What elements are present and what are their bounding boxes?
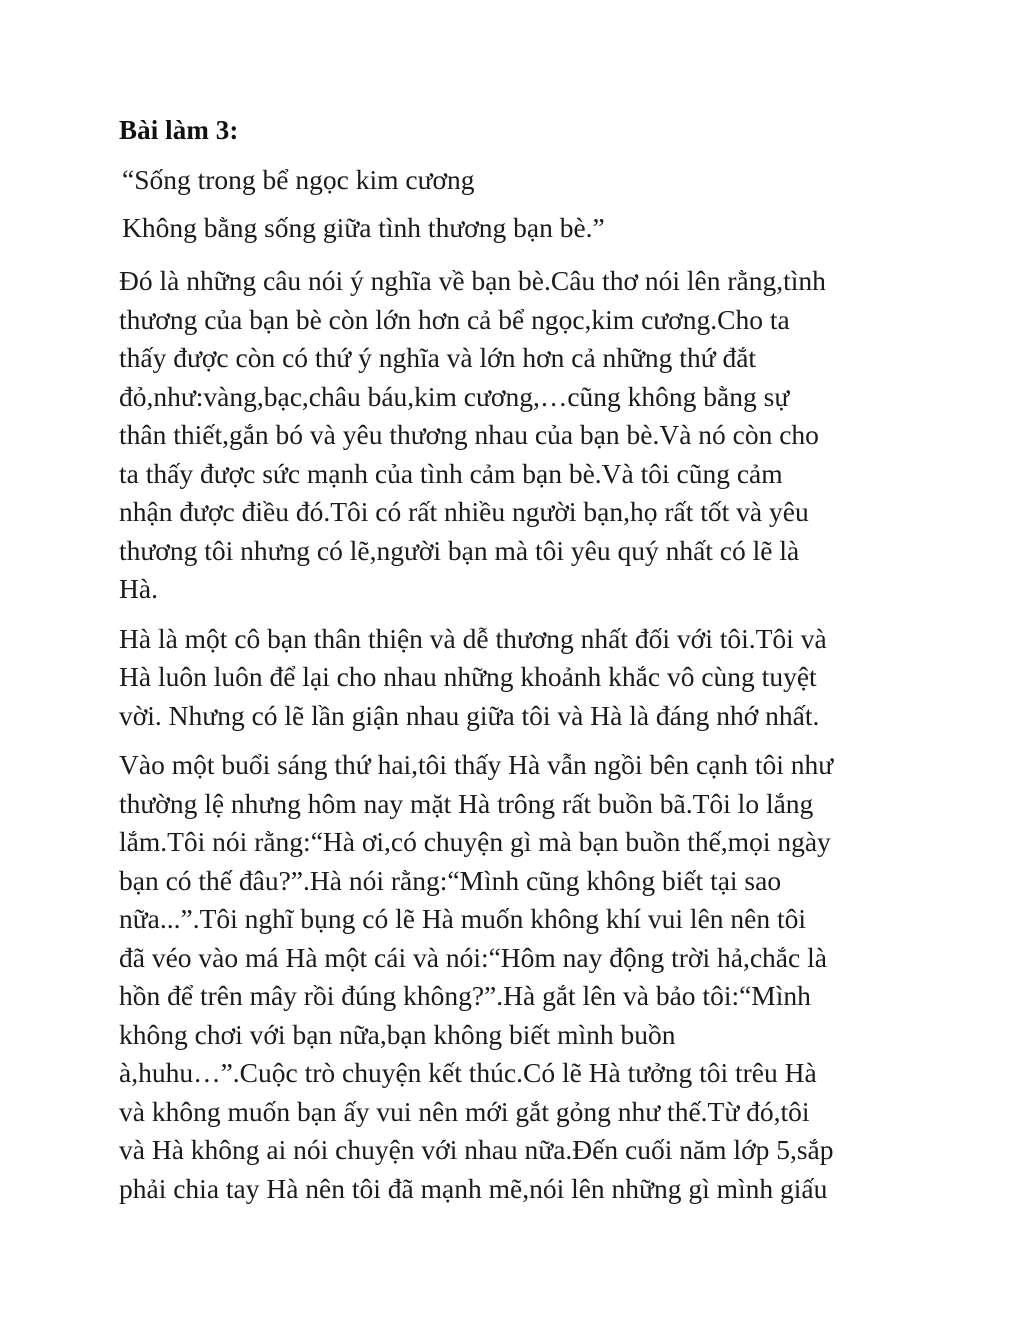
poem-quote [119,156,909,252]
poem-line-2: Không bằng sống giữa tình thương bạn bè.” [122,212,605,243]
text-line: Hà là một cô bạn thân thiện và dễ thương nhất đối với tôi.Tôi và [119,622,827,654]
paragraph-3 [119,746,909,1208]
text-line: phải chia tay Hà nên tôi đã mạnh mẽ,nói lên những gì mình giấu [119,1172,828,1204]
text-line: không chơi với bạn nữa,bạn không biết mình buồn [119,1018,676,1050]
text-line: Vào một buổi sáng thứ hai,tôi thấy Hà vẫn ngồi bên cạnh tôi như [119,749,834,780]
paragraph-1 [119,262,909,609]
text-line: và không muốn bạn ấy vui nên mới gắt gỏng như thế.Từ đó,tôi [119,1095,810,1127]
text-line: Đó là những câu nói ý nghĩa về bạn bè.Câu thơ nói lên rằng,tình [119,265,826,296]
text-line: ta thấy được sức mạnh của tình cảm bạn bè.Và tôi cũng cảm [119,457,783,489]
text-line: đỏ,như:vàng,bạc,châu báu,kim cương,…cũng không bằng sự [119,380,790,412]
document-text-block [119,108,909,1219]
text-line: Hà. [119,573,158,604]
text-line: hồn để trên mây rồi đúng không?”.Hà gắt lên và bảo tôi:“Mình [119,980,811,1011]
text-line: lắm.Tôi nói rằng:“Hà ơi,có chuyện gì mà bạn buồn thế,mọi ngày [119,826,831,857]
text-line: thường lệ nhưng hôm nay mặt Hà trông rất buồn bã.Tôi lo lắng [119,787,814,819]
text-line: đã véo vào má Hà một cái và nói:“Hôm nay động trời hả,chắc là [119,941,827,973]
text-line: thương tôi nhưng có lẽ,người bạn mà tôi yêu quý nhất có lẽ là [119,534,800,566]
poem-line-1: “Sống trong bể ngọc kim cương [122,164,475,195]
text-line: nữa...”.Tôi nghĩ bụng có lẽ Hà muốn không khí vui lên nên tôi [119,903,807,934]
text-line: bạn có thế đâu?”.Hà nói rằng:“Mình cũng không biết tại sao [119,864,782,896]
page-title: Bài làm 3: [119,115,239,145]
text-line: nhận được điều đó.Tôi có rất nhiều người bạn,họ rất tốt và yêu [119,496,809,527]
text-line: và Hà không ai nói chuyện với nhau nữa.Đến cuối năm lớp 5,sắp [119,1134,834,1165]
paragraph-2 [119,620,909,736]
text-line: à,huhu…”.Cuộc trò chuyện kết thúc.Có lẽ Hà tưởng tôi trêu Hà [119,1057,817,1088]
text-line: thấy được còn có thứ ý nghĩa và lớn hơn cả những thứ đắt [119,342,757,373]
text-line: thân thiết,gắn bó và yêu thương nhau của bạn bè.Và nó còn cho [119,419,819,450]
text-line: vời. Nhưng có lẽ lần giận nhau giữa tôi và Hà là đáng nhớ nhất. [119,699,820,731]
text-line: thương của bạn bè còn lớn hơn cả bể ngọc,kim cương.Cho ta [119,303,790,335]
text-line: Hà luôn luôn để lại cho nhau những khoảnh khắc vô cùng tuyệt [119,661,817,692]
